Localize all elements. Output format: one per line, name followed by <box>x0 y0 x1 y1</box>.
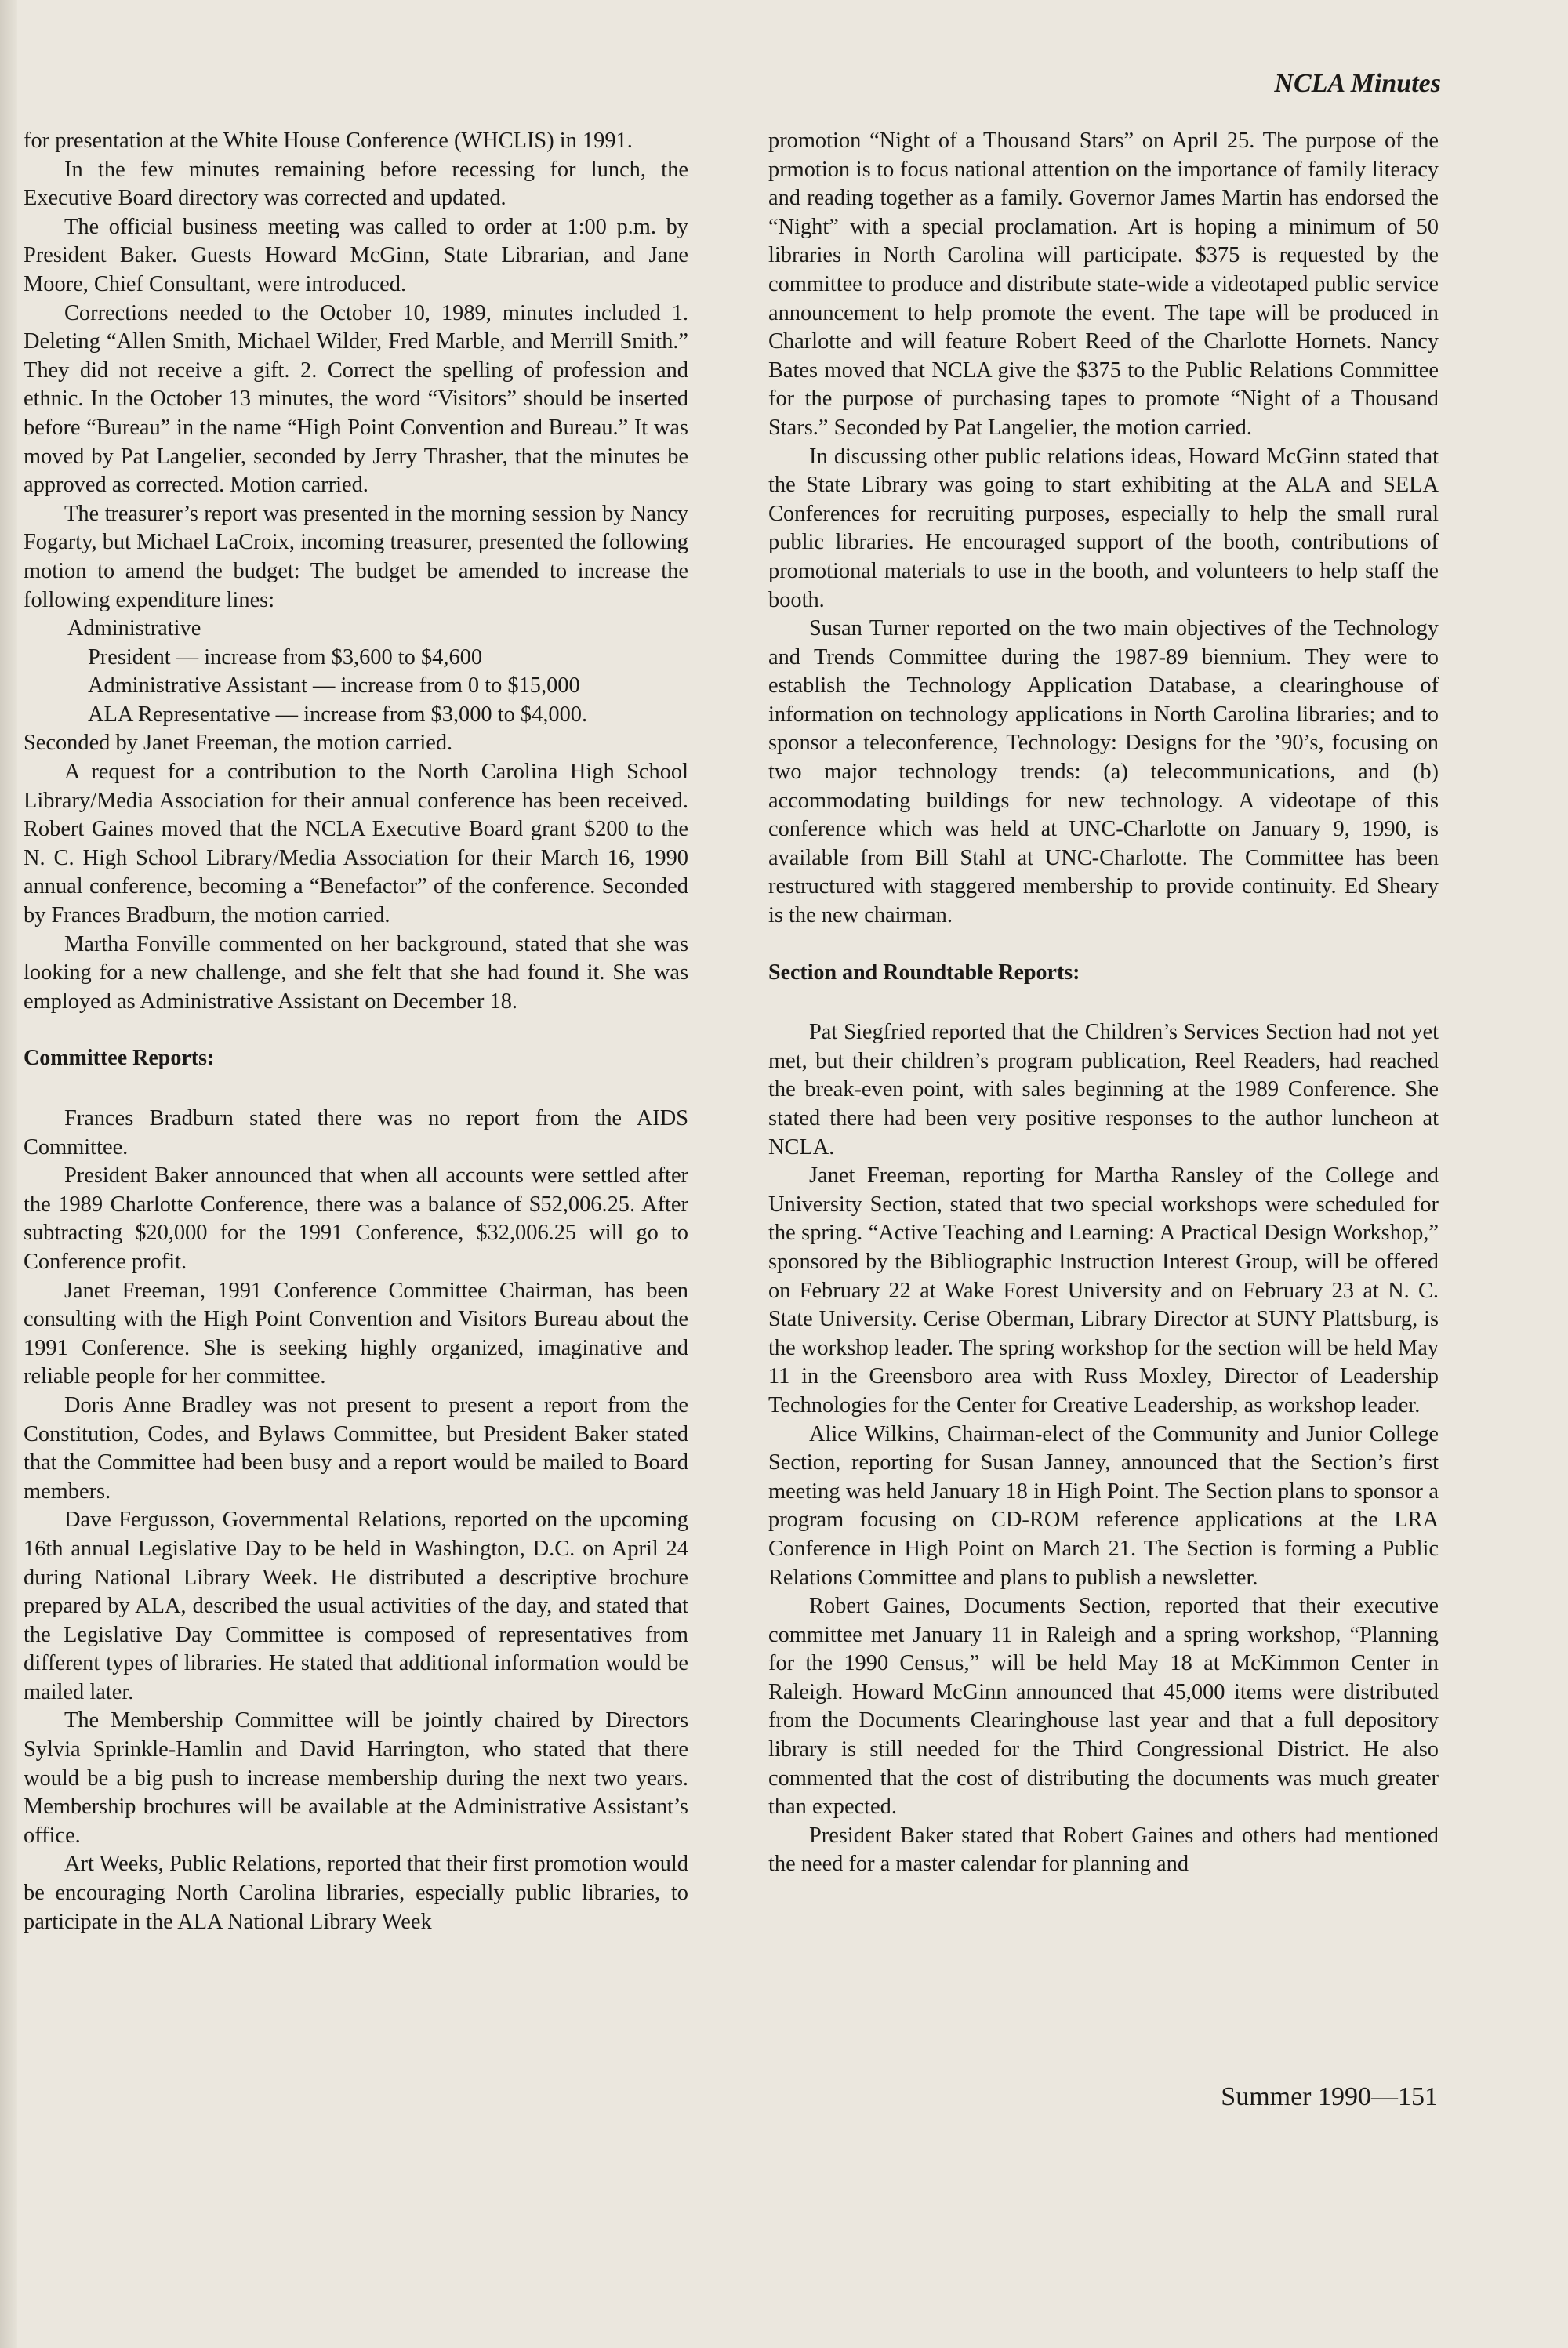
section-heading: Section and Roundtable Reports: <box>768 960 1080 985</box>
paragraph: ALA Representative — increase from $3,000 to $4,000. <box>88 702 588 727</box>
paragraph: Janet Freeman, 1991 Conference Committee Chairman, has been consulting with the High Point Convention and Visitors Bureau about the 1991 Conference. She is seeking highly organized, imaginative and reliable people for her committee. <box>24 1278 688 1389</box>
paragraph: Janet Freeman, reporting for Martha Ransley of the College and University Section, stated that two special workshops were scheduled for the spring. “Active Teaching and Learning: A Practical Design Workshop,” sponsored by the Bibliographic Instruction Interest Group, will be offered on February 22 at Wake Forest University and on February 23 at N. C. State University. Cerise Oberman, Library Director at SUNY Plattsburg, is the workshop leader. The spring workshop for the section will be held May 11 in the Greensboro area with Russ Moxley, Director of Leadership Technologies for the Center for Creative Leadership, as workshop leader. <box>768 1163 1439 1417</box>
paragraph: Frances Bradburn stated there was no report from the AIDS Committee. <box>24 1106 688 1159</box>
paragraph: Corrections needed to the October 10, 1989, minutes included 1. Deleting “Allen Smith, Michael Wilder, Fred Marble, and Merrill Smith.” They did not receive a gift. 2. Correct the spelling of profession and ethnic. In the October 13 minutes, the word “Visitors” should be inserted before “Bureau” in the name “High Point Convention and Bureau.” It was moved by Pat Langelier, seconded by Jerry Thrasher, that the minutes be approved as corrected. Motion carried. <box>24 300 688 498</box>
paragraph: Martha Fonville commented on her background, stated that she was looking for a new challenge, and she felt that she had found it. She was employed as Administrative Assistant on December 18. <box>24 931 688 1014</box>
paragraph: Art Weeks, Public Relations, reported that their first promotion would be encouraging North Carolina libraries, especially public libraries, to participate in the ALA National Library Week <box>24 1852 688 1934</box>
paragraph: In the few minutes remaining before recessing for lunch, the Executive Board directory was corrected and updated. <box>24 157 688 211</box>
paragraph: for presentation at the White House Conference (WHCLIS) in 1991. <box>24 129 633 153</box>
paragraph: Robert Gaines, Documents Section, reported that their executive committee met January 11 in Raleigh and a spring workshop, “Planning for the 1990 Census,” will be held May 18 at McKimmon Center in Raleigh. Howard McGinn announced that 45,000 items were distributed from the Documents Clearinghouse last year and that a full depository library is still needed for the Third Congressional District. He also commented that the cost of distributing the documents was much greater than expected. <box>768 1594 1439 1820</box>
paragraph: In discussing other public relations ideas, Howard McGinn stated that the State Library was going to start exhibiting at the ALA and SELA Conferences for recruiting purposes, especially to help the small rural public libraries. He encouraged support of the booth, contributions of promotional materials to use in the booth, and volunteers to help staff the booth. <box>768 444 1439 612</box>
paragraph: Pat Siegfried reported that the Children’s Services Section had not yet met, but their children’s program publication, Reel Readers, had reached the break-even point, with sales beginning at the 1989 Conference. She stated there had been very positive responses to the author luncheon at NCLA. <box>768 1020 1439 1159</box>
page-footer: Summer 1990—151 <box>1221 2082 1438 2111</box>
paragraph: Doris Anne Bradley was not present to present a report from the Constitution, Codes, and Bylaws Committee, but President Baker stated that the Committee had been busy and a report would be mailed to Board members. <box>24 1392 688 1504</box>
paragraph: Susan Turner reported on the two main objectives of the Technology and Trends Committee during the 1987-89 biennium. They were to establish the Technology Application Database, a clearinghouse of information on technology applications in North Carolina libraries; and to sponsor a teleconference, Technology: Designs for the ’90’s, focusing on two major technology trends: (a) telecommunications, and (b) accommodating buildings for new technology. A videotape of this conference which was held at UNC-Charlotte on January 9, 1990, is available from Bill Stahl at UNC-Charlotte. The Committee has been restructured with staggered membership to provide continuity. Ed Sheary is the new chairman. <box>768 616 1439 928</box>
paragraph: The treasurer’s report was presented in the morning session by Nancy Fogarty, but Michael LaCroix, incoming treasurer, presented the following motion to amend the budget: The budget be amended to increase the following expenditure lines: <box>24 501 688 612</box>
paragraph: A request for a contribution to the North Carolina High School Library/Media Association for their annual conference has been received. Robert Gaines moved that the NCLA Executive Board grant $200 to the N. C. High School Library/Media Association for their March 16, 1990 annual conference, becoming a “Benefactor” of the conference. Seconded by Frances Bradburn, the motion carried. <box>24 760 688 928</box>
paragraph: The official business meeting was called to order at 1:00 p.m. by President Baker. Guests Howard McGinn, State Librarian, and Jane Moore, Chief Consultant, were introduced. <box>24 214 688 296</box>
paragraph: President — increase from $3,600 to $4,600 <box>88 644 483 670</box>
paragraph: Alice Wilkins, Chairman-elect of the Community and Junior College Section, reporting for Susan Janney, announced that the Section’s first meeting was held January 18 in High Point. The Section plans to sponsor a program focusing on CD-ROM reference applications at the LRA Conference in High Point on March 21. The Section is forming a Public Relations Committee and plans to publish a newsletter. <box>768 1421 1439 1590</box>
paragraph: Dave Fergusson, Governmental Relations, reported on the upcoming 16th annual Legislative Day to be held in Washington, D.C. on April 24 during National Library Week. He distributed a descriptive brochure prepared by ALA, described the usual activities of the day, and stated that the Legislative Day Committee is composed of representatives from different types of libraries. He stated that additional information would be mailed later. <box>24 1508 688 1704</box>
paragraph: Administrative Assistant — increase from 0 to $15,000 <box>88 673 580 699</box>
paragraph: promotion “Night of a Thousand Stars” on April 25. The purpose of the prmotion is to focus national attention on the importance of family literacy and reading together as a family. Governor James Martin has endorsed the “Night” with a special proclamation. Art is hoping a minimum of 50 libraries in North Carolina will participate. $375 is requested by the committee to produce and distribute state-wide a videotaped public service announcement to help promote the event. The tape will be produced in Charlotte and will feature Robert Reed of the Charlotte Hornets. Nancy Bates moved that NCLA give the $375 to the Public Relations Committee for the purpose of purchasing tapes to promote “Night of a Thousand Stars.” Seconded by Pat Langelier, the motion carried. <box>768 129 1439 440</box>
paragraph: The Membership Committee will be jointly chaired by Directors Sylvia Sprinkle-Hamlin and David Harrington, who stated that there would be a big push to increase membership during the next two years. Membership brochures will be available at the Administrative Assistant’s office. <box>24 1708 688 1848</box>
section-heading: Committee Reports: <box>24 1046 215 1071</box>
paragraph: President Baker stated that Robert Gaines and others had mentioned the need for a master calendar for planning and <box>768 1823 1439 1877</box>
left-column <box>24 127 688 1936</box>
paragraph: President Baker announced that when all accounts were settled after the 1989 Charlotte Conference, there was a balance of $52,006.25. After subtracting $20,000 for the 1991 Conference, $32,006.25 will go to Conference profit. <box>24 1163 688 1274</box>
paragraph: Seconded by Janet Freeman, the motion carried. <box>24 731 453 756</box>
paragraph: Administrative <box>67 616 201 641</box>
right-column <box>768 127 1439 1879</box>
page-gutter-shadow <box>0 0 17 2348</box>
running-header: NCLA Minutes <box>1274 69 1441 98</box>
